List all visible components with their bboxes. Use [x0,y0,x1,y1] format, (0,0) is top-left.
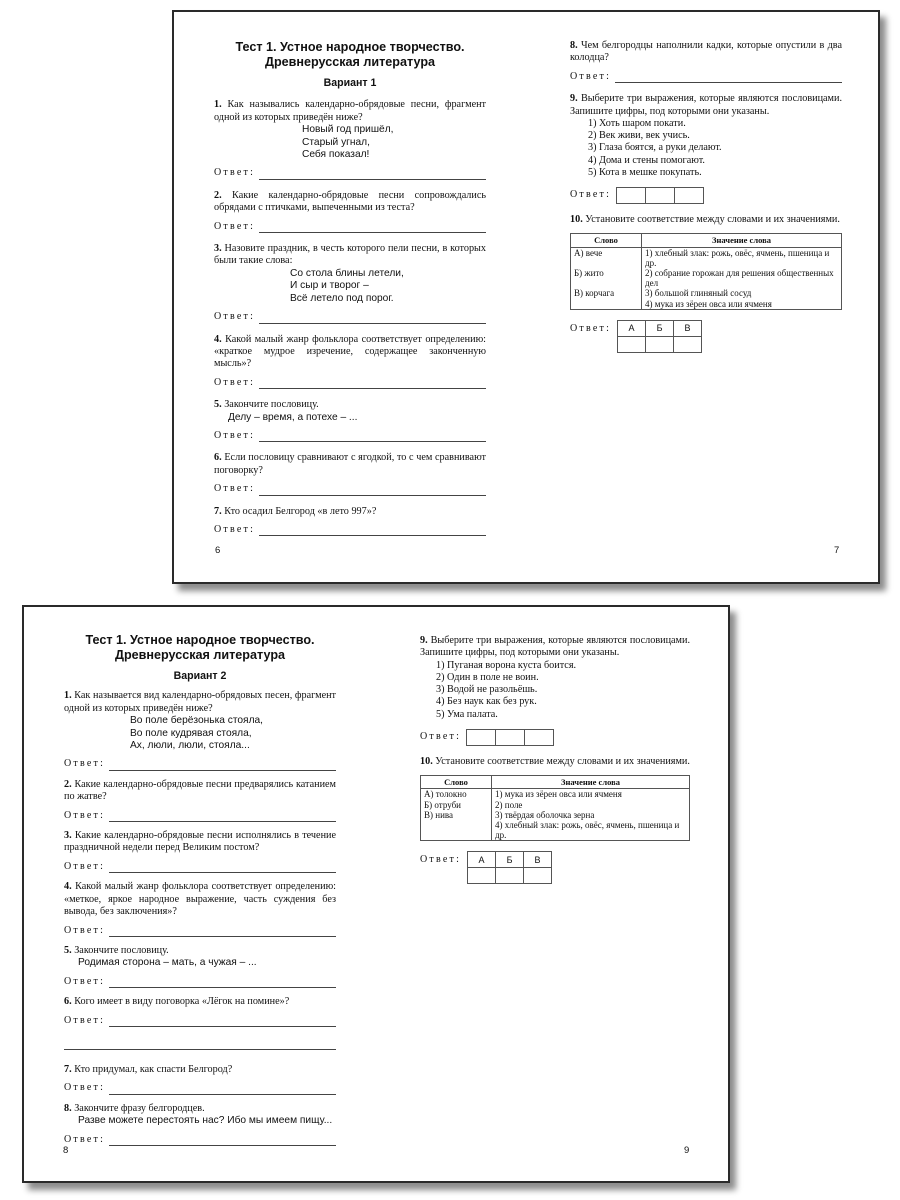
page-number-right: 9 [684,1145,690,1156]
question-2: 2. Какие календарно-обрядовые песни сопровождались обрядами с птичками, выпеченными из теста? [214,189,487,214]
variant-heading: Вариант 1 [323,77,377,89]
question-10: 10. Установите соответствие между словами и их значениями. [420,755,690,767]
page-8-content [64,633,336,1146]
variant-heading: Вариант 2 [173,670,227,682]
question-6: 6. Кого имеет в виду поговорка «Лёгок на помине»? [64,996,290,1008]
answer-line-1[interactable]: Ответ: [214,167,486,179]
page-6-content [214,40,486,536]
answer-line-7[interactable]: Ответ: [64,1082,336,1094]
answer-line-3[interactable]: Ответ: [214,311,486,323]
question-1: 1. Как назывались календарно-обрядовые песни, фрагмент одной из которых приведён ниже? [214,99,486,123]
page-9-content [420,627,690,884]
answer-line-2[interactable]: Ответ: [214,221,486,233]
title-line-2: Древнерусская литература [264,55,436,69]
question-8: 8. Чем белгородцы наполнили кадки, которые опустили в два колодца? [570,40,842,64]
question-4: 4. Какой малый жанр фольклора соответствует определению: «краткое мудрое изречение, содержащее законченную мысль»? [214,333,487,370]
question-8: 8. Закончите фразу белгородцев. [64,1102,205,1114]
matching-table: Слово Значение слова А) толокно 1) мука из зёрен овса или ячменя Б) отруби 2) поле В) нива 3) твёрдая оболочка зерна 4) хлебный злак: рожь, овёс, ячмень, пшеница и др. [420,775,690,841]
answer-line-5[interactable]: Ответ: [214,430,486,442]
answer-line-4[interactable]: Ответ: [214,377,486,389]
question-1-verse: Во поле берёзонька стояла, Во поле кудрявая стояла, Ах, люли, люли, стояла... [130,715,264,752]
answer-cell[interactable] [468,868,496,884]
answer-box[interactable] [616,187,646,204]
answer-cell[interactable] [618,336,646,352]
question-10: 10. Установите соответствие между словами и их значениями. [570,214,840,226]
page-7-content [570,32,842,353]
answer-box[interactable] [674,187,704,204]
answer-line-7[interactable]: Ответ: [214,524,486,536]
question-2: 2. Какие календарно-обрядовые песни предварялись катанием по жатве? [64,778,336,803]
answer-boxes-9: Ответ: [420,729,690,746]
page-number-left: 6 [215,545,221,556]
question-1: 1. Как называется вид календарно-обрядовых песен, фрагмент одной из которых приведён ниже? [64,690,337,714]
question-1-verse: Новый год пришёл, Старый угнал, Себя показал! [302,124,394,161]
question-9-options: 1) Хоть шаром покати. 2) Век живи, век учись. 3) Глаза боятся, а руки делают. 4) Дома и стены помогают. 5) Кота в мешке покупать. [588,118,722,178]
answer-line-1[interactable]: Ответ: [64,758,336,770]
book-spread-pages-8-9 [22,605,730,1183]
question-5-proverb: Родимая сторона – мать, а чужая – ... [78,957,257,969]
question-3-verse: Со стола блины летели, И сыр и творог – Всё летело под порог. [290,267,404,304]
answer-grid-10: Ответ: А Б В [420,851,690,884]
question-5: 5. Закончите пословицу. [64,944,169,956]
question-3: 3. Какие календарно-обрядовые песни исполнялись в течение праздничной недели перед Великим постом? [64,830,336,854]
answer-cell[interactable] [674,336,702,352]
answer-cell[interactable] [524,868,552,884]
title-line-1: Тест 1. Устное народное творчество. [235,40,465,54]
answer-box[interactable] [495,729,525,746]
answer-grid-10: Ответ: А Б В [570,320,842,353]
book-spread-pages-6-7 [172,10,880,584]
question-9: 9. Выберите три выражения, которые являются пословицами. Запишите цифры, под которыми они указаны. [420,635,691,659]
question-5: 5. Закончите пословицу. [214,399,319,411]
question-9: 9. Выберите три выражения, которые являются пословицами. Запишите цифры, под которыми они указаны. [570,93,842,117]
answer-line-3[interactable]: Ответ: [64,861,336,873]
test-title [64,633,336,663]
page-number-left: 8 [63,1145,69,1156]
answer-boxes-9: Ответ: [570,187,842,204]
answer-line-6[interactable]: Ответ: [64,1015,336,1027]
answer-line-4[interactable]: Ответ: [64,925,336,937]
answer-box[interactable] [524,729,554,746]
question-8-phrase: Разве можете перестоять нас? Ибо мы имеем пищу... [78,1115,333,1127]
question-3: 3. Назовите праздник, в честь которого пели песни, в которых были такие слова: [214,243,486,267]
question-7: 7. Кто придумал, как спасти Белгород? [64,1063,233,1075]
question-9-options: 1) Пуганая ворона куста боится. 2) Один в поле не воин. 3) Водой не разольёшь. 4) Без наук как без рук. 5) Ума палата. [436,659,577,720]
question-7: 7. Кто осадил Белгород «в лето 997»? [214,505,377,517]
question-4: 4. Какой малый жанр фольклора соответствует определению: «меткое, яркое народное выражение, часть суждения без вывода, без заключения»? [64,881,337,918]
answer-line-5[interactable]: Ответ: [64,976,336,988]
answer-line-8[interactable]: Ответ: [570,71,842,83]
title-line-1: Тест 1. Устное народное творчество. [85,633,315,647]
answer-line-6-extra[interactable] [64,1039,336,1050]
test-title [214,40,486,70]
question-6: 6. Если пословицу сравнивают с ягодкой, то с чем сравнивают поговорку? [214,452,486,476]
answer-cell[interactable] [496,868,524,884]
title-line-2: Древнерусская литература [114,648,286,662]
answer-line-8[interactable]: Ответ: [64,1134,336,1146]
matching-table: Слово Значение слова А) вече 1) хлебный злак: рожь, овёс, ячмень, пшеница и др. Б) жито 2) собрание горожан для решения общественных дел В) корчага 3) большой глиняный сосуд 4) мука из зёрен овса или ячменя [570,233,842,309]
page-number-right: 7 [834,545,840,556]
question-5-proverb: Делу – время, а потехе – ... [228,411,358,423]
answer-line-2[interactable]: Ответ: [64,810,336,822]
answer-box[interactable] [466,729,496,746]
answer-box[interactable] [645,187,675,204]
answer-line-6[interactable]: Ответ: [214,483,486,495]
answer-cell[interactable] [646,336,674,352]
